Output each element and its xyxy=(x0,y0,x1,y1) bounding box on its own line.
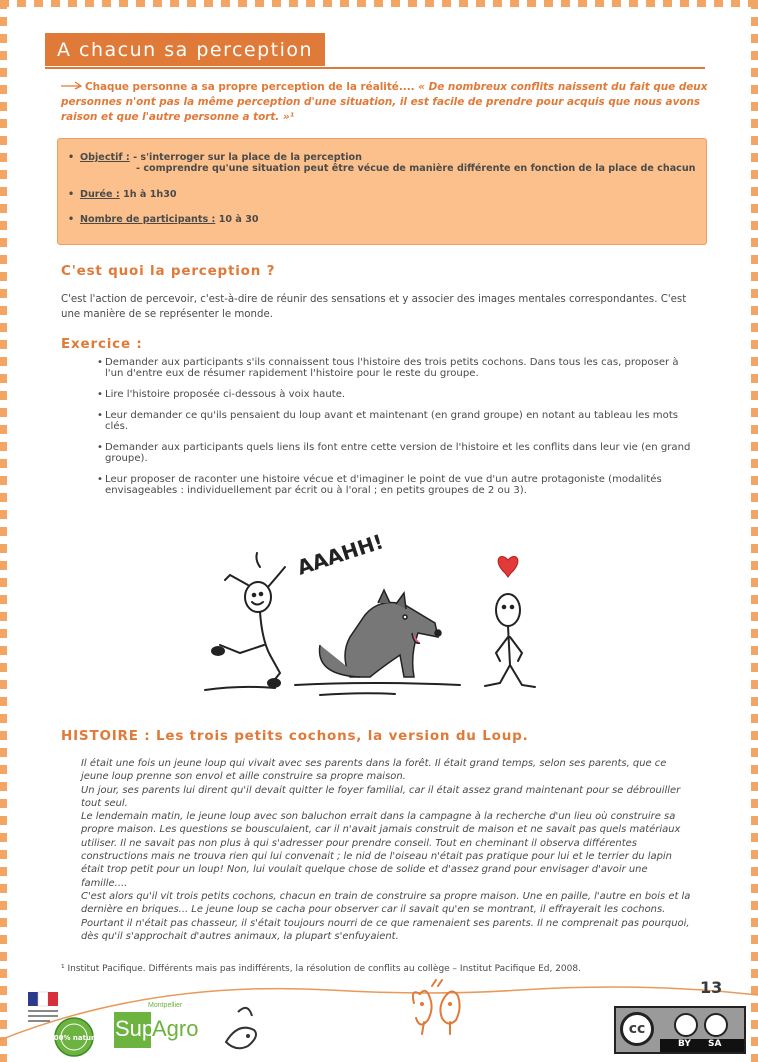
nature-badge-text: 100% nature xyxy=(48,1034,100,1042)
histoire-paragraph: Le lendemain matin, le jeune loup avec son baluchon errait dans la campagne à la recherche d'un lieu où construire sa propre maison. Les questions se bousculaient, car il n'avait jamais construit de maison et ne savait pas quels matériaux utiliser. Il ne savait pas non plus à qui s'adresser pour prendre conseil. Tout en cheminant il observa différentes constructions mais ne trouva rien qui lui convenait ; le nid de l'oiseau n'était pas pratique pour lui et le terrier du lapin était trop petit pour un loup! Non, lui voulait quelque chose de solide et d'assez grand pour envisager d'avoir une famille.... xyxy=(81,811,681,889)
objectif-2: - comprendre qu'une situation peut être vécue de manière différente en fonction de la place de chacun xyxy=(136,163,696,174)
histoire-heading: HISTOIRE : Les trois petits cochons, la version du Loup. xyxy=(61,728,529,744)
intro-quote-3: tort. »¹ xyxy=(253,111,295,123)
top-border xyxy=(0,0,758,7)
histoire-paragraph: Il était une fois un jeune loup qui vivait avec ses parents dans la forêt. Il était grand temps, selon ses parents, que ce jeune loup prenne son envol et aille construire sa propre maison. xyxy=(81,758,667,783)
objectif-row xyxy=(68,152,696,174)
histoire-text xyxy=(81,757,693,943)
wolf-illustration xyxy=(200,505,540,700)
info-box xyxy=(57,138,707,245)
supagro-logo xyxy=(114,1002,199,1052)
intro-lead: Chaque personne a sa propre perception de la réalité.... xyxy=(85,81,415,93)
intro-quote xyxy=(61,80,711,125)
exercice-list xyxy=(97,357,697,506)
exercice-heading: Exercice : xyxy=(61,336,143,352)
duree-value: 1h à 1h30 xyxy=(123,189,177,200)
bird-logo xyxy=(218,1002,266,1054)
participants-label: Nombre de participants : xyxy=(80,214,216,225)
participants-value: 10 à 30 xyxy=(218,214,259,225)
cc-license-badge xyxy=(614,1006,746,1054)
participants-row xyxy=(68,214,696,225)
exercice-item: • Lire l'histoire proposée ci-dessous à voix haute. xyxy=(97,389,697,400)
perception-text: C'est l'action de percevoir, c'est-à-dire de réunir des sensations et y associer des images mentales correspondantes. C'est une manière de se représenter le monde. xyxy=(61,294,687,320)
nature-badge xyxy=(48,1016,100,1058)
intro-quote-1: « De nombreux conflits naissent du fait que deux personnes n'ont xyxy=(61,81,708,108)
sa-label: SA xyxy=(708,1039,722,1049)
objectif-label: Objectif : xyxy=(80,152,130,163)
perception-heading: C'est quoi la perception ? xyxy=(61,263,276,279)
arrow-icon xyxy=(61,80,85,95)
supagro-sup: Sup xyxy=(115,1016,155,1041)
histoire-paragraph: C'est alors qu'il vit trois petits cochons, chacun en train de construire sa propre maison. Une en paille, l'autre en bois et la dernière en briques... Le jeune loup se cacha pour observer car il savait qu'en se montrant, il effrayerait les cochons. Pourtant il n'était pas chasseur, il s'était toujours nourri de ce que ramenaient ses parents. Il ne comprenait pas pourquoi, dès qu'il s'approchait d'autres animaux, la plupart s'enfuyaient. xyxy=(81,890,691,942)
exercice-item: • Leur proposer de raconter une histoire vécue et d'imaginer le point de vue d'un autre protagoniste (modalités envisageables : individuellement par écrit ou à l'oral ; en petits groupes de 2 ou 3). xyxy=(97,474,697,496)
shout-text: AAAHH! xyxy=(294,529,387,580)
by-label: BY xyxy=(678,1039,691,1049)
mascot-drawing xyxy=(408,978,466,1038)
intro-quote-2: pas la même perception d'une situation, il est facile de prendre pour acquis que nous avons raison et que l'autre personne a xyxy=(61,96,701,123)
duree-label: Durée : xyxy=(80,189,120,200)
supagro-agro: Agro xyxy=(152,1016,199,1041)
right-border xyxy=(751,0,758,1062)
page-title-bar xyxy=(45,33,325,66)
exercice-item: • Demander aux participants quels liens ils font entre cette version de l'histoire et les conflits dans leur vie (en grand groupe). xyxy=(97,442,697,464)
footnote: ¹ Institut Pacifique. Différents mais pas indifférents, la résolution de conflits au collège – Institut Pacifique Ed, 2008. xyxy=(61,964,581,974)
by-icon xyxy=(674,1013,698,1037)
supagro-city: Montpellier xyxy=(148,1002,183,1009)
title-underline xyxy=(45,67,705,69)
sa-icon xyxy=(704,1013,728,1037)
page-title: A chacun sa perception xyxy=(57,38,314,61)
cc-icon: cc xyxy=(620,1012,654,1046)
exercice-item: • Leur demander ce qu'ils pensaient du loup avant et maintenant (en grand groupe) en notant au tableau les mots clés. xyxy=(97,410,697,432)
histoire-paragraph: Un jour, ses parents lui dirent qu'il devait quitter le foyer familial, car il était assez grand maintenant pour se débrouiller tout seul. xyxy=(81,784,681,809)
objectif-1: - s'interroger sur la place de la perception xyxy=(133,152,362,163)
page-number: 13 xyxy=(700,978,723,997)
duree-row xyxy=(68,189,696,200)
left-border xyxy=(0,0,7,1062)
exercice-item: • Demander aux participants s'ils connaissent tous l'histoire des trois petits cochons. Dans tous les cas, proposer à l'un d'entre eux de résumer rapidement l'histoire pour le reste du groupe. xyxy=(97,357,697,379)
